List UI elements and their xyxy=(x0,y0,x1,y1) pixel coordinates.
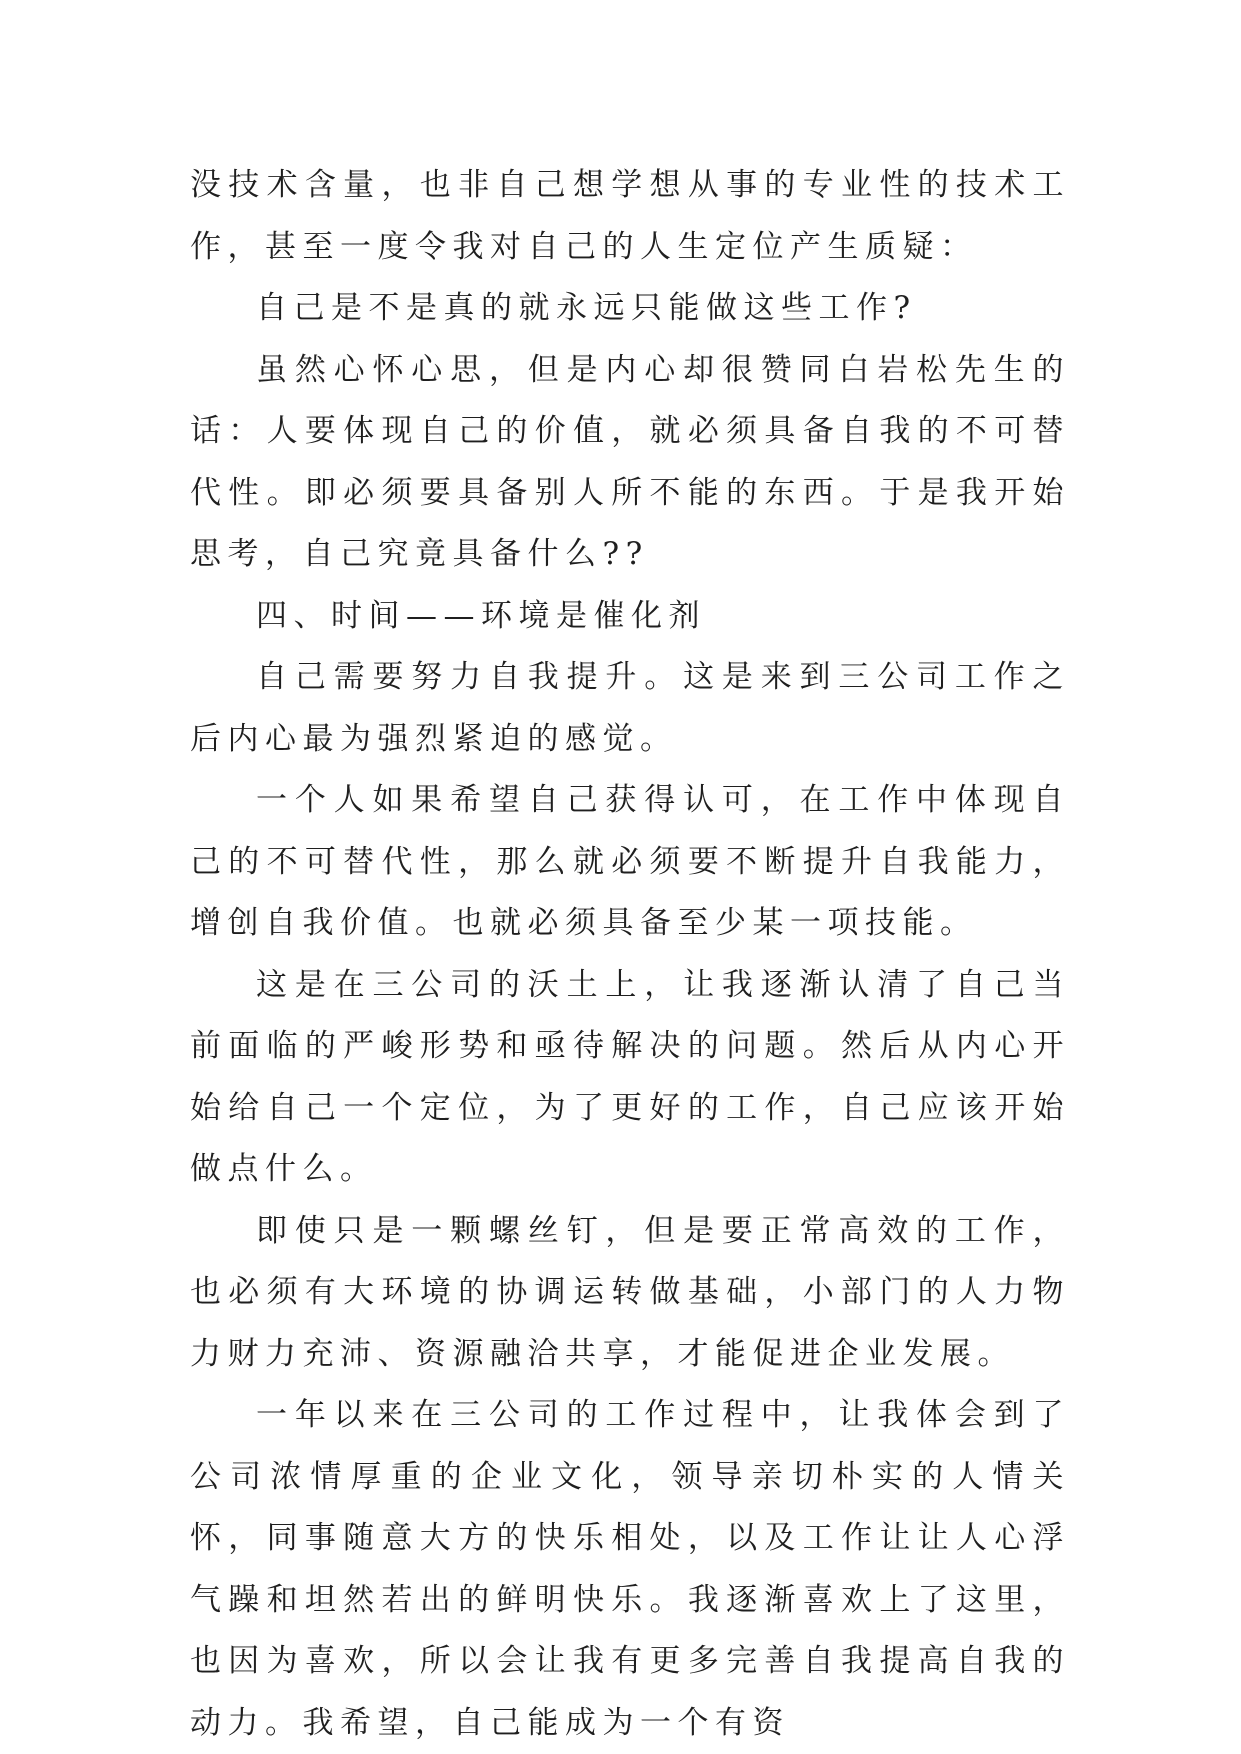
document-body xyxy=(190,155,1070,1754)
paragraph-continuation: 没技术含量，也非自己想学想从事的专业性的技术工作，甚至一度令我对自己的人生定位产生质疑： xyxy=(190,167,1070,265)
paragraph-screw: 即使只是一颗螺丝钉，但是要正常高效的工作，也必须有大环境的协调运转做基础，小部门的人力物力财力充沛、资源融洽共享，才能促进企业发展。 xyxy=(190,1212,1070,1372)
paragraph-self-improvement: 自己需要努力自我提升。这是来到三公司工作之后内心最为强烈紧迫的感觉。 xyxy=(190,659,1070,757)
paragraph-one-year: 一年以来在三公司的工作过程中，让我体会到了公司浓情厚重的企业文化，领导亲切朴实的人情关怀，同事随意大方的快乐相处，以及工作让让人心浮气躁和坦然若出的鲜明快乐。我逐渐喜欢上了这里，也因为喜欢，所以会让我有更多完善自我提高自我的动力。我希望，自己能成为一个有资 xyxy=(190,1397,1070,1741)
paragraph-recognition: 一个人如果希望自己获得认可，在工作中体现自己的不可替代性，那么就必须要不断提升自我能力，增创自我价值。也就必须具备至少某一项技能。 xyxy=(190,782,1070,941)
paragraph-positioning: 这是在三公司的沃土上，让我逐渐认清了自己当前面临的严峻形势和亟待解决的问题。然后从内心开始给自己一个定位，为了更好的工作，自己应该开始做点什么。 xyxy=(190,966,1070,1187)
paragraph-question: 自己是不是真的就永远只能做这些工作? xyxy=(256,290,917,326)
paragraph-value: 虽然心怀心思，但是内心却很赞同白岩松先生的话：人要体现自己的价值，就必须具备自我的不可替代性。即必须要具备别人所不能的东西。于是我开始思考，自己究竟具备什么?? xyxy=(190,351,1070,572)
section-heading: 四、时间——环境是催化剂 xyxy=(256,597,706,634)
